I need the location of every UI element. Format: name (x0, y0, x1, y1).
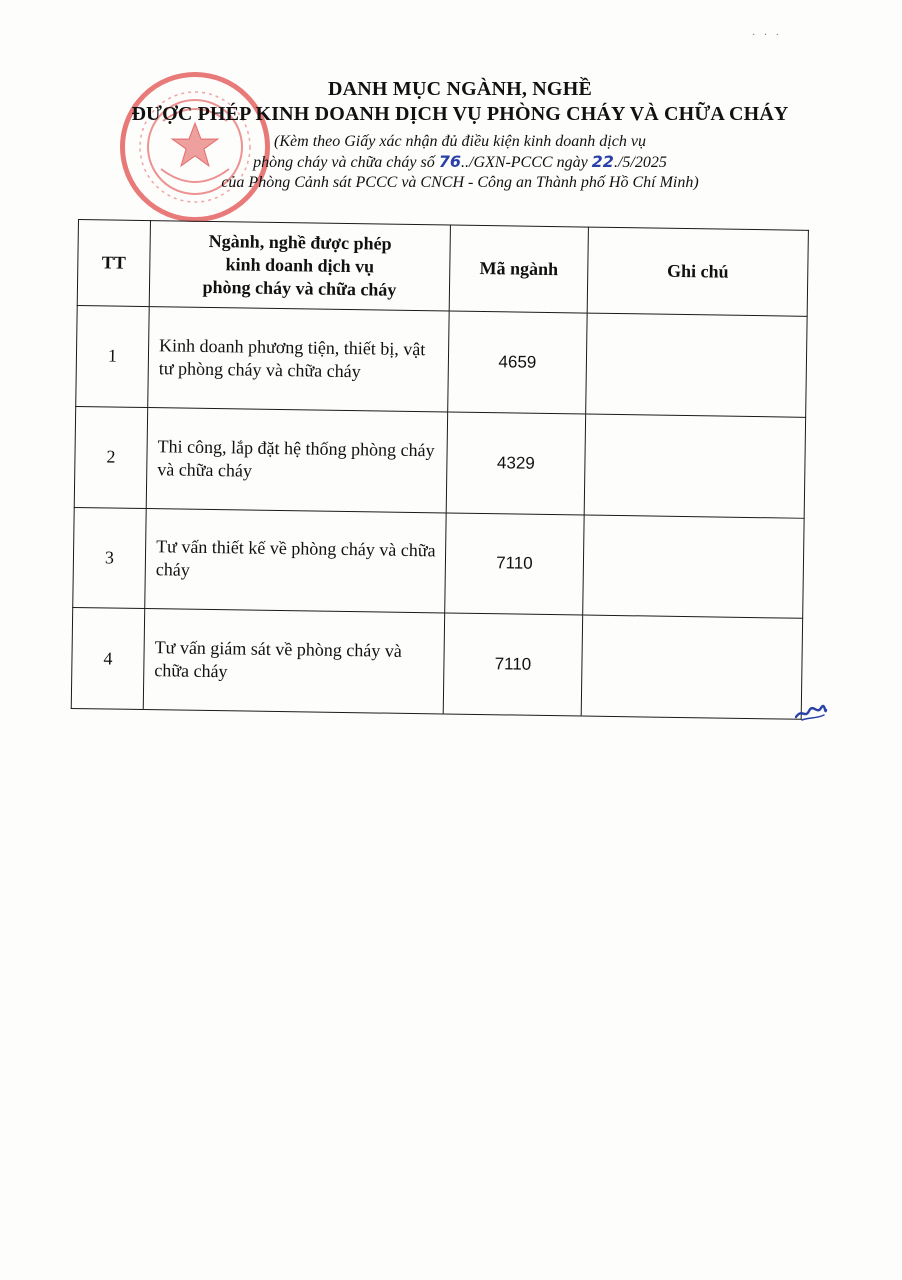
table-header-row (77, 220, 808, 317)
handwritten-certificate-day: 22 (591, 151, 614, 171)
business-line-name: Thi công, lắp đặt hệ thống phòng cháy và chữa cháy (146, 407, 447, 512)
row-number: 2 (74, 406, 147, 508)
business-line-code: 4329 (446, 412, 585, 515)
signature-initial-icon (794, 703, 828, 723)
table-row (71, 608, 802, 720)
business-line-code: 4659 (448, 311, 587, 414)
scan-mark: · · · (752, 30, 782, 41)
header-business-line-1: Ngành, nghề được phép (208, 230, 392, 254)
table-row (74, 406, 805, 518)
business-line-code: 7110 (445, 512, 584, 615)
header-code: Mã ngành (449, 225, 588, 313)
subtitle-line-1: (Kèm theo Giấy xác nhận đủ điều kiện kinh doanh dịch vụ (274, 132, 646, 150)
header-business-line (149, 221, 450, 311)
header-business-line-2: kinh doanh dịch vụ (225, 254, 375, 277)
document-subtitle (60, 132, 860, 193)
document-title-line-2: ĐƯỢC PHÉP KINH DOANH DỊCH VỤ PHÒNG CHÁY VÀ CHỮA CHÁY (131, 102, 789, 125)
business-lines-table-container (71, 219, 808, 720)
document-header (60, 78, 860, 193)
row-number: 4 (71, 608, 144, 710)
business-line-name: Kinh doanh phương tiện, thiết bị, vật tư phòng cháy và chữa cháy (148, 307, 449, 412)
business-line-note (583, 515, 804, 619)
business-line-code: 7110 (443, 613, 582, 716)
header-business-line-3: phòng cháy và chữa cháy (202, 276, 397, 300)
business-line-note (584, 414, 805, 518)
subtitle-middle: ../GXN-PCCC ngày (461, 153, 592, 171)
subtitle-prefix: phòng cháy và chữa cháy số (253, 153, 439, 171)
row-number: 1 (76, 305, 149, 407)
business-lines-table (71, 219, 809, 720)
business-line-note (581, 615, 802, 719)
subtitle-date-suffix: ./5/2025 (613, 153, 667, 171)
table-row (73, 507, 804, 619)
handwritten-certificate-number: 76 (438, 151, 461, 171)
business-line-name: Tư vấn thiết kế về phòng cháy và chữa cháy (145, 508, 446, 613)
document-title-line-1: DANH MỤC NGÀNH, NGHỀ (328, 78, 592, 100)
header-tt: TT (77, 220, 150, 307)
business-line-name: Tư vấn giám sát về phòng cháy và chữa cháy (143, 609, 444, 714)
subtitle-line-3: của Phòng Cảnh sát PCCC và CNCH - Công an Thành phố Hồ Chí Minh) (221, 173, 699, 191)
business-line-note (586, 313, 807, 417)
row-number: 3 (73, 507, 146, 609)
table-row (76, 305, 807, 417)
subtitle-line-2 (60, 152, 860, 173)
header-note: Ghi chú (587, 227, 808, 316)
